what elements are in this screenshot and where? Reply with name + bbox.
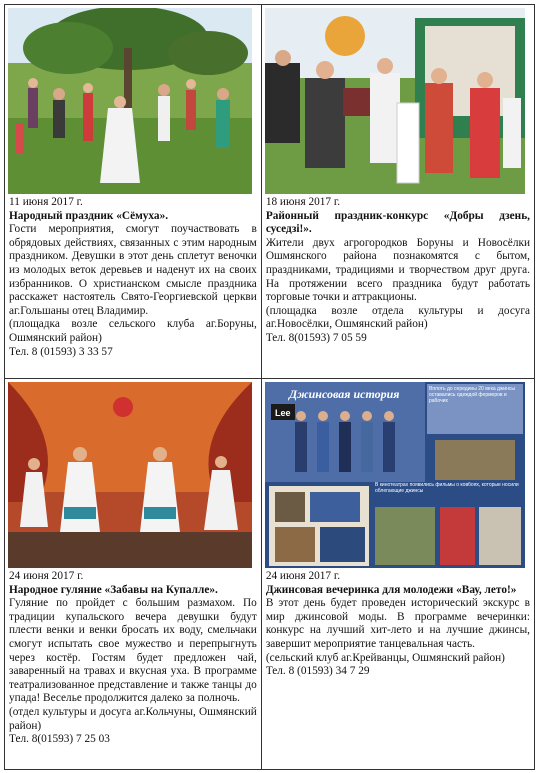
events-table [4, 4, 535, 770]
denim-history-collage-icon [265, 382, 531, 568]
event-description: Гости мероприятия, смогут поучаствовать в обрядовых действиях, связанных с этим народным праздником. Девушки в этот день сплетут веночки из молодых веток деревьев и наденут их на своих избранников. О христианском смысле праздника расскажет настоятель Свято-Георгиевской церкви аг.Гольшаны отец Владимир. [9, 223, 257, 317]
event-description: Жители двух агрогородков Боруны и Новосёлки Ошмянского района познакомятся с бытом, праздниками, традициями и творчеством друг друга. На протяжении всего праздника будут работать торговые точки и аттракционы. [265, 236, 530, 304]
event-date: 24 июня 2017 г. [265, 570, 341, 582]
event-cell-4 [261, 379, 534, 770]
collage-brand: Lee [274, 408, 291, 418]
event-phone: Тел. 8 (01593) 3 33 57 [9, 345, 113, 358]
collage-heading: Джинсовая история [288, 387, 400, 401]
stage-dancers-photo-icon [8, 382, 258, 568]
event-title: Народное гуляние «Забавы на Купалле». [9, 583, 218, 596]
event-title: Народный праздник «Сёмуха». [9, 209, 169, 222]
event-title: Джинсовая вечеринка для молодежи «Вау, лето!» [265, 583, 517, 596]
event-cell-1 [5, 5, 262, 379]
folk-dance-photo-icon [8, 8, 258, 194]
festival-accordion-photo-icon [265, 8, 531, 194]
event-date: 18 июня 2017 г. [265, 196, 341, 208]
event-title: Районный праздник-конкурс «Добры дзень, суседзі!». [265, 209, 530, 236]
event-place: (площадка возле сельского клуба аг.Боруны, Ошмянский район) [9, 318, 257, 344]
event-description: Гуляние по пройдет с большим размахом. По традиции купальского вечера девушки будут плести венки и венки бросать их воду, смельчаки смогут испытать свое мужество и перепрыгнуть через костёр. Гостям будет предложен чай, заваренный на травах и вкусная уха. В программе театрализованное представление и также танцы до упада! Веселье продолжится далеко за полночь. [9, 597, 257, 705]
collage-caption-1: Вплоть до середины 20 века джинсы оставались одеждой фермеров и рабочих [428, 386, 515, 404]
event-cell-2 [261, 5, 534, 379]
event-place: (площадка возле отдела культуры и досуга аг.Новосёлки, Ошмянский район) [265, 304, 530, 331]
event-place: (отдел культуры и досуга аг.Кольчуны, Ошмянский район) [9, 705, 257, 732]
event-place: (сельский клуб аг.Крейванцы, Ошмянский район) [265, 651, 505, 664]
event-date: 24 июня 2017 г. [9, 570, 84, 582]
event-phone: Тел. 8(01593) 7 25 03 [9, 733, 110, 746]
event-description: В этот день будет проведен исторический экскурс в мир джинсовой моды. В программе вечеринки: конкурс на лучший хит-лето и на лучшие джинсы, завершит мероприятие танцевальная часть. [265, 597, 530, 650]
collage-caption-2: В кинотеатрах появились фильмы о ковбоях, которые носили облегающие джинсы [374, 482, 519, 494]
event-cell-3 [5, 379, 262, 770]
event-sheet [4, 4, 535, 769]
event-phone: Тел. 8(01593) 7 05 59 [265, 331, 367, 344]
event-date: 11 июня 2017 г. [9, 196, 83, 208]
event-phone: Тел. 8 (01593) 34 7 29 [265, 665, 370, 678]
